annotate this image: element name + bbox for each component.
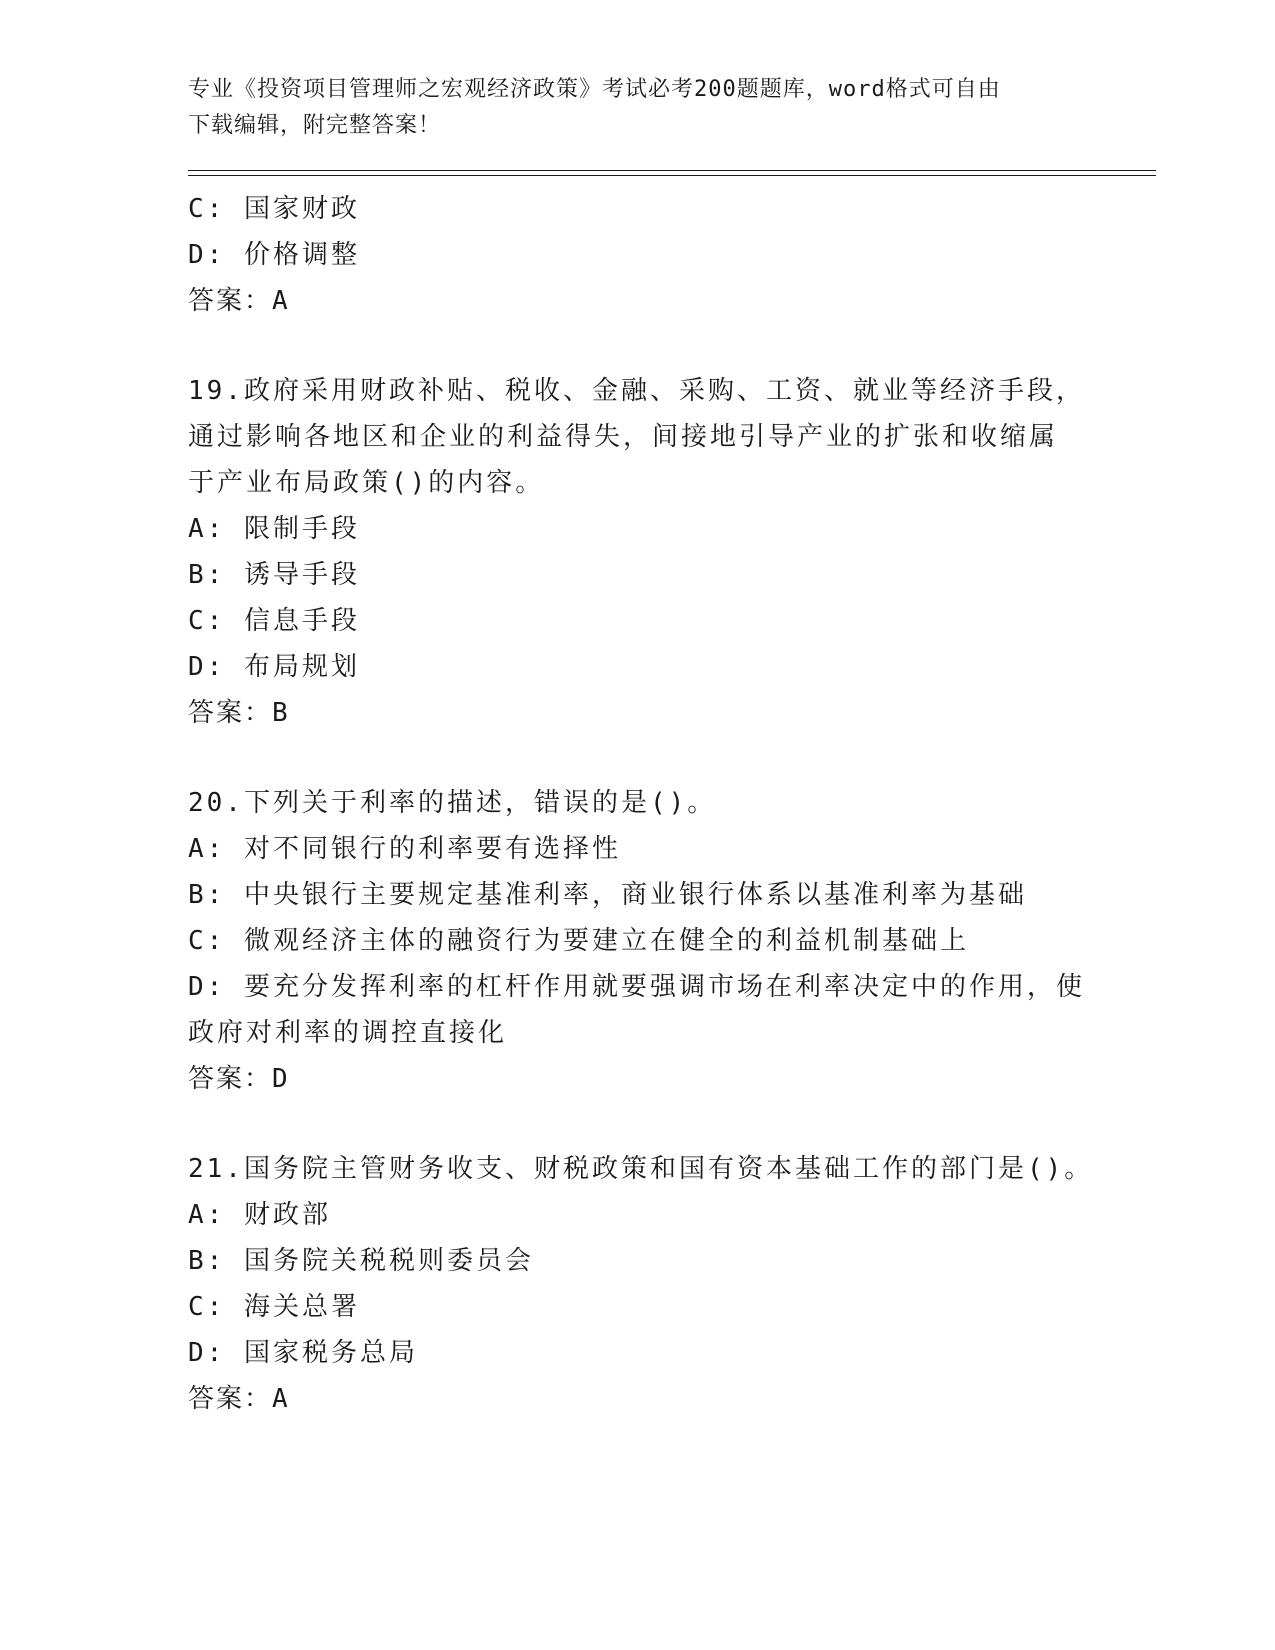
option-b: B: 中央银行主要规定基准利率，商业银行体系以基准利率为基础 (188, 880, 1027, 910)
option-d: D: 价格调整 (188, 240, 360, 270)
option-d: D: 国家税务总局 (188, 1338, 418, 1368)
option-a: A: 财政部 (188, 1200, 331, 1230)
answer-line: 答案：A (188, 286, 290, 316)
option-b: B: 诱导手段 (188, 560, 360, 590)
question-stem: 于产业布局政策()的内容。 (188, 468, 545, 498)
option-d: D: 布局规划 (188, 652, 360, 682)
document-header (188, 72, 1068, 144)
option-c: C: 微观经济主体的融资行为要建立在健全的利益机制基础上 (188, 926, 969, 956)
question-21 (188, 1146, 1094, 1422)
header-line-1: 专业《投资项目管理师之宏观经济政策》考试必考200题题库，word格式可自由 (188, 77, 1001, 102)
header-line-2: 下载编辑，附完整答案！ (188, 113, 442, 138)
answer-line: 答案：B (188, 698, 290, 728)
question-stem: 19.政府采用财政补贴、税收、金融、采购、工资、就业等经济手段， (188, 376, 1085, 406)
header-rule-bottom (188, 175, 1156, 176)
option-a: A: 对不同银行的利率要有选择性 (188, 834, 621, 864)
question-stem: 通过影响各地区和企业的利益得失，间接地引导产业的扩张和收缩属 (188, 422, 1059, 452)
question-stem: 20.下列关于利率的描述，错误的是()。 (188, 788, 717, 818)
option-c: C: 国家财政 (188, 194, 360, 224)
option-c: C: 海关总署 (188, 1292, 360, 1322)
answer-line: 答案：A (188, 1384, 290, 1414)
question-content (188, 186, 1094, 1422)
option-c: C: 信息手段 (188, 606, 360, 636)
option-d-continued: 政府对利率的调控直接化 (188, 1018, 508, 1048)
prev-question-block (188, 186, 1088, 324)
question-stem: 21.国务院主管财务收支、财税政策和国有资本基础工作的部门是()。 (188, 1154, 1094, 1184)
option-d: D: 要充分发挥利率的杠杆作用就要强调市场在利率决定中的作用，使 (188, 972, 1085, 1002)
question-19 (188, 368, 1088, 736)
header-rule-top (188, 170, 1156, 171)
answer-line: 答案：D (188, 1064, 290, 1094)
question-20 (188, 780, 1088, 1102)
option-a: A: 限制手段 (188, 514, 360, 544)
option-b: B: 国务院关税税则委员会 (188, 1246, 534, 1276)
